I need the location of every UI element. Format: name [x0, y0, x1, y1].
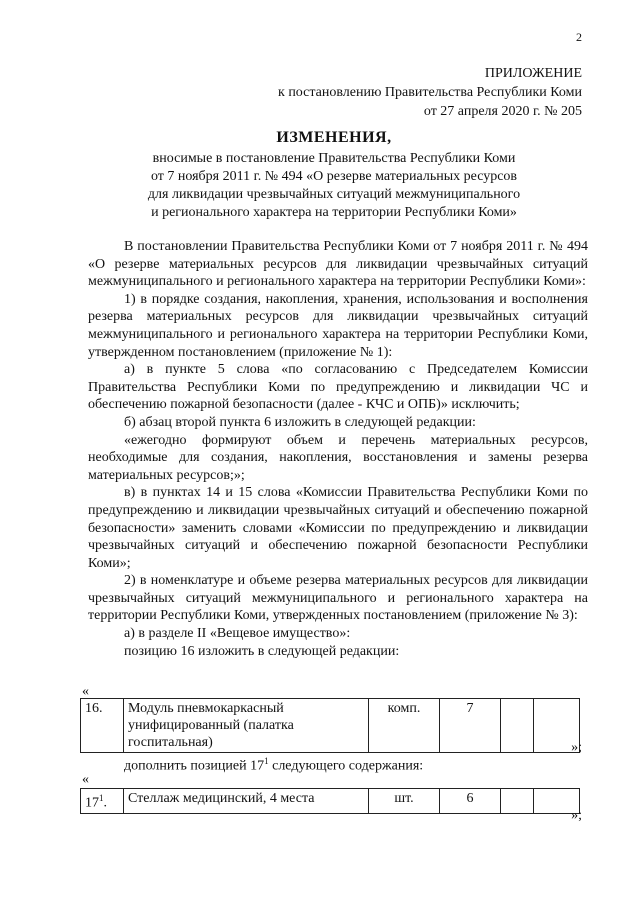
- page-number: 2: [576, 30, 582, 44]
- paragraph-position-16: позицию 16 изложить в следующей редакции:: [124, 643, 400, 659]
- table-cell-unit: комп.: [369, 699, 440, 753]
- table-cell-qty: 6: [440, 789, 501, 814]
- appendix-date: от 27 апреля 2020 г. № 205: [423, 104, 582, 119]
- table-cell-name: Модуль пневмокаркасный унифицированный (палатка госпитальная): [124, 699, 369, 753]
- appendix-label: ПРИЛОЖЕНИЕ: [484, 66, 582, 81]
- quote-open: «: [82, 684, 89, 699]
- document-body: [88, 238, 588, 660]
- paragraph-quote: «ежегодно формируют объем и перечень материальных ресурсов, необходимые для создания, накопления, восстановления и замены резерва материальных ресурсов;»;: [88, 432, 588, 483]
- subtitle-line: и регионального характера на территории Республики Коми»: [151, 205, 517, 220]
- position-17-table: [80, 788, 580, 814]
- paragraph-item-1c: в) в пунктах 14 и 15 слова «Комиссии Правительства Республики Коми по предупреждению и ликвидации чрезвычайных ситуаций и обеспечению пожарной безопасности» заменить словами «Комиссии по предупреждению и ликвидации чрезвычайных ситуаций и обеспечению пожарной безопасности Республики Коми»;: [88, 485, 588, 571]
- table-cell-name: Стеллаж медицинский, 4 места: [124, 789, 369, 814]
- table-cell-num: 16.: [81, 699, 124, 753]
- table-cell-qty: 7: [440, 699, 501, 753]
- table-cell-empty: [501, 789, 534, 814]
- addition-instruction: дополнить позицией $17^1$ следующего содержания:: [124, 756, 424, 774]
- subtitle-line: для ликвидации чрезвычайных ситуаций межмуниципального: [147, 187, 521, 202]
- table-cell-empty: [501, 699, 534, 753]
- quote-open: «: [82, 772, 89, 787]
- paragraph-item-2: 2) в номенклатуре и объеме резерва материальных ресурсов для ликвидации чрезвычайных ситуаций межмуниципального и регионального характера на территории Республики Коми, утвержденных постановлением (приложение № 3):: [88, 573, 588, 624]
- paragraph-intro: В постановлении Правительства Республики Коми от 7 ноября 2011 г. № 494 «О резерве материальных ресурсов для ликвидации чрезвычайных ситуаций межмуниципального и регионального характера на территории Республики Коми»:: [88, 239, 588, 290]
- table-cell-num: $17^1$.: [81, 789, 124, 814]
- paragraph-item-1b: б) абзац второй пункта 6 изложить в следующей редакции:: [124, 414, 476, 430]
- paragraph-item-1a: а) в пункте 5 слова «по согласованию с Председателем Комиссии Правительства Республики Коми по предупреждению и ликвидации ЧС и обеспечению пожарной безопасности (далее - КЧС и ОПБ)» исключить;: [88, 362, 588, 413]
- paragraph-item-1: 1) в порядке создания, накопления, хранения, использования и восполнения резерва материальных ресурсов для ликвидации чрезвычайных ситуаций межмуниципального и регионального характера на территории Республики Коми, утвержденном постановлением (приложение № 1):: [88, 291, 588, 360]
- subtitle-line: от 7 ноября 2011 г. № 494 «О резерве материальных ресурсов: [150, 169, 518, 184]
- appendix-decree: к постановлению Правительства Республики Коми: [278, 85, 582, 100]
- quote-close: »;: [571, 740, 582, 755]
- table-row: [81, 789, 580, 814]
- document-title: ИЗМЕНЕНИЯ,: [276, 129, 392, 146]
- table-cell-unit: шт.: [369, 789, 440, 814]
- subtitle-line: вносимые в постановление Правительства Республики Коми: [152, 151, 516, 166]
- paragraph-item-2a: а) в разделе II «Вещевое имущество»:: [124, 626, 351, 642]
- position-16-table: [80, 698, 580, 753]
- quote-close: »;: [571, 808, 582, 823]
- appendix-header: [182, 64, 582, 121]
- table-row: [81, 699, 580, 753]
- document-subtitle: [80, 150, 588, 222]
